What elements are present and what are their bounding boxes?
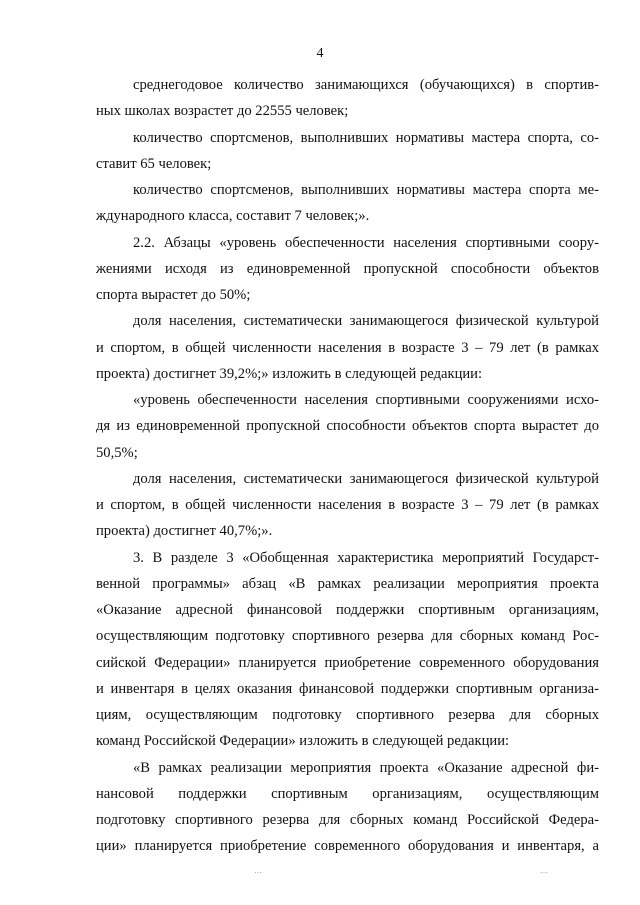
scan-mark-right: ⋯ [540, 868, 549, 877]
text-line: проекта) достигнет 39,2%;» изложить в следующей редакции: [96, 365, 483, 382]
text-line: ждународного класса, составит 7 человек;». [96, 208, 370, 225]
document-body [96, 72, 599, 860]
text-line: команд Российской Федерации» изложить в следующей редакции: [96, 733, 510, 750]
text-line: 2.2. Абзацы «уровень обеспеченности населения спортивными соору- [133, 234, 599, 251]
text-line: жениями исходя из единовременной пропускной способности объектов [96, 260, 599, 277]
text-line: и инвентаря в целях оказания финансовой поддержки спортивным организа- [96, 680, 599, 697]
text-line: ных школах возрастет до 22555 человек; [96, 103, 349, 120]
text-line: спорта вырастет до 50%; [96, 287, 251, 303]
text-line: подготовку спортивного резерва для сборных команд Российской Федера- [96, 812, 599, 828]
scan-mark-left: ⋯ [254, 868, 263, 877]
text-line: 50,5%; [96, 444, 138, 461]
text-line: доля населения, систематически занимающегося физической культурой [133, 313, 599, 330]
text-line: и спортом, в общей численности населения в возрасте 3 – 79 лет (в рамках [96, 339, 599, 356]
text-line: и спортом, в общей численности населения в возрасте 3 – 79 лет (в рамках [96, 497, 599, 513]
text-line: «В рамках реализации мероприятия проекта «Оказание адресной фи- [133, 759, 599, 776]
text-line: сийской Федерации» планируется приобретение современного оборудования [96, 654, 599, 671]
text-line: проекта) достигнет 40,7%;». [96, 523, 273, 540]
text-line: нансовой поддержки спортивным организациям, осуществляющим [96, 785, 599, 802]
text-line: среднегодовое количество занимающихся (обучающихся) в спортив- [133, 77, 599, 93]
page-number: 4 [316, 46, 324, 61]
text-line: циям, осуществляющим подготовку спортивного резерва для сборных [96, 707, 599, 723]
text-line: «уровень обеспеченности населения спортивными сооружениями исхо- [133, 392, 599, 408]
text-line: 3. В разделе 3 «Обобщенная характеристика мероприятий Государст- [133, 549, 599, 566]
text-line: осуществляющим подготовку спортивного резерва для сборных команд Рос- [96, 628, 599, 645]
text-line: количество спортсменов, выполнивших нормативы мастера спорта ме- [133, 182, 599, 198]
text-line: венной программы» абзац «В рамках реализации мероприятия проекта [96, 575, 599, 592]
text-line: «Оказание адресной финансовой поддержки спортивным организациям, [96, 602, 599, 618]
text-line: ставит 65 человек; [96, 155, 212, 172]
text-line: доля населения, систематически занимающегося физической культурой [133, 470, 599, 487]
text-line: ции» планируется приобретение современного оборудования и инвентаря, а [96, 838, 599, 855]
text-line: дя из единовременной пропускной способности объектов спорта вырастет до [96, 418, 599, 435]
text-line: количество спортсменов, выполнивших нормативы мастера спорта, со- [133, 129, 599, 146]
